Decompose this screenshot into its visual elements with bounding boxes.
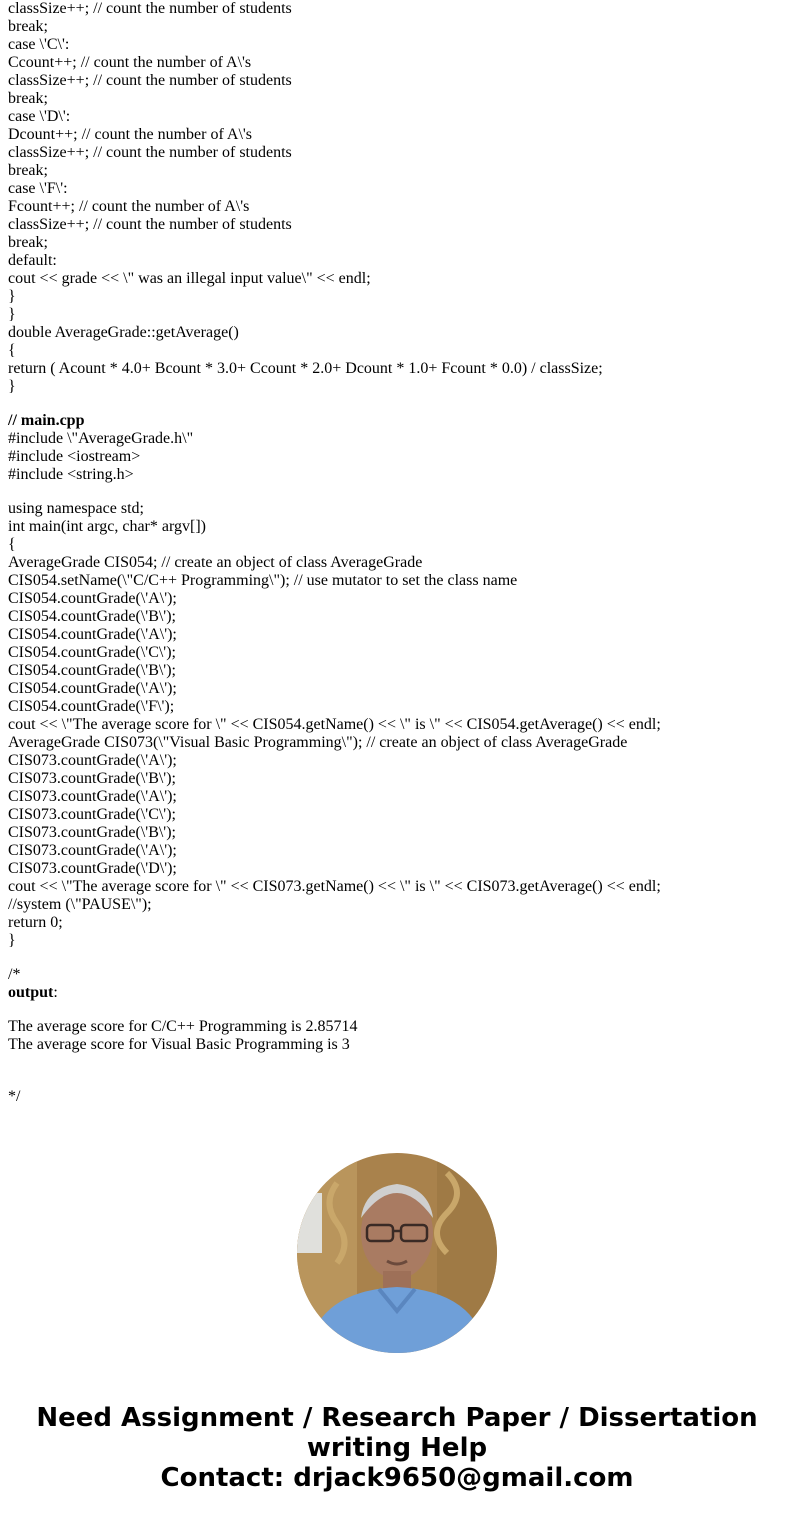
code-block-switch xyxy=(8,0,788,396)
code-line: CIS054.countGrade(\'C\'); xyxy=(8,644,176,661)
code-line: CIS073.countGrade(\'A\'); xyxy=(8,842,177,859)
code-line: AverageGrade CIS073(\"Visual Basic Programming\"); // create an object of class AverageGrade xyxy=(8,734,628,751)
comment-open: /* xyxy=(8,966,21,983)
code-line: cout << \"The average score for \" << CIS073.getName() << \" is \" << CIS073.getAverage() << endl; xyxy=(8,878,661,895)
code-line: cout << grade << \" was an illegal input value\" << endl; xyxy=(8,270,371,287)
footer-contact: Contact: drjack9650@gmail.com xyxy=(160,1463,634,1493)
code-line: CIS054.setName(\"C/C++ Programming\"); // use mutator to set the class name xyxy=(8,572,518,589)
main-cpp-heading: // main.cpp xyxy=(8,412,85,429)
code-line: CIS054.countGrade(\'A\'); xyxy=(8,590,177,607)
code-line: CIS054.countGrade(\'F\'); xyxy=(8,698,175,715)
code-line: default: xyxy=(8,252,57,269)
code-line: classSize++; // count the number of students xyxy=(8,144,292,161)
code-line: AverageGrade CIS054; // create an object of class AverageGrade xyxy=(8,554,423,571)
spacer xyxy=(8,484,788,500)
code-line: CIS073.countGrade(\'A\'); xyxy=(8,752,177,769)
code-line: Ccount++; // count the number of A\'s xyxy=(8,54,252,71)
code-line: break; xyxy=(8,18,48,35)
code-line: case \'F\': xyxy=(8,180,68,197)
code-line: { xyxy=(8,536,16,553)
code-line: } xyxy=(8,288,16,305)
code-line: CIS054.countGrade(\'A\'); xyxy=(8,680,177,697)
code-line: CIS073.countGrade(\'A\'); xyxy=(8,788,177,805)
code-line: cout << \"The average score for \" << CIS054.getName() << \" is \" << CIS054.getAverage() << endl; xyxy=(8,716,661,733)
footer-line-1: Need Assignment / Research Paper / Dissertation xyxy=(36,1403,758,1433)
code-line: case \'D\': xyxy=(8,108,71,125)
spacer xyxy=(8,1002,788,1018)
output-colon: : xyxy=(53,984,58,1001)
code-line: } xyxy=(8,306,16,323)
code-line: int main(int argc, char* argv[]) xyxy=(8,518,206,535)
code-line: #include \"AverageGrade.h\" xyxy=(8,430,194,447)
code-block-includes xyxy=(8,430,788,484)
code-line: CIS054.countGrade(\'B\'); xyxy=(8,662,176,679)
code-line: } xyxy=(8,932,16,949)
code-line: classSize++; // count the number of students xyxy=(8,72,292,89)
code-line: } xyxy=(8,378,16,395)
code-line: Dcount++; // count the number of A\'s xyxy=(8,126,253,143)
code-line: double AverageGrade::getAverage() xyxy=(8,324,239,341)
spacer xyxy=(8,950,788,966)
output-label-line xyxy=(8,984,788,1002)
code-line: break; xyxy=(8,90,48,107)
code-line: CIS073.countGrade(\'D\'); xyxy=(8,860,177,877)
code-line: case \'C\': xyxy=(8,36,70,53)
promo-footer xyxy=(0,1403,794,1493)
footer-line-2: writing Help xyxy=(306,1433,488,1463)
code-line: classSize++; // count the number of students xyxy=(8,216,292,233)
output-lines xyxy=(8,1018,788,1054)
code-line: CIS054.countGrade(\'B\'); xyxy=(8,608,176,625)
code-line: using namespace std; xyxy=(8,500,144,517)
code-line: CIS073.countGrade(\'B\'); xyxy=(8,770,176,787)
code-line: CIS073.countGrade(\'B\'); xyxy=(8,824,176,841)
spacer xyxy=(8,1054,788,1088)
code-line: #include <string.h> xyxy=(8,466,134,483)
code-line: #include <iostream> xyxy=(8,448,141,465)
code-line: //system (\"PAUSE\"); xyxy=(8,896,152,913)
output-line: The average score for C/C++ Programming is 2.85714 xyxy=(8,1018,358,1035)
code-line: break; xyxy=(8,234,48,251)
spacer xyxy=(8,396,788,412)
code-block-main xyxy=(8,500,788,950)
person-portrait-icon xyxy=(297,1153,497,1353)
code-line: { xyxy=(8,342,16,359)
code-line: Fcount++; // count the number of A\'s xyxy=(8,198,250,215)
code-line: classSize++; // count the number of students xyxy=(8,0,292,17)
code-line: return 0; xyxy=(8,914,63,931)
code-line: CIS054.countGrade(\'A\'); xyxy=(8,626,177,643)
code-line: return ( Acount * 4.0+ Bcount * 3.0+ Ccount * 2.0+ Dcount * 1.0+ Fcount * 0.0) / classSize; xyxy=(8,360,603,377)
author-avatar xyxy=(297,1153,497,1353)
code-line: break; xyxy=(8,162,48,179)
code-line: CIS073.countGrade(\'C\'); xyxy=(8,806,176,823)
comment-close: */ xyxy=(8,1088,21,1105)
code-listing xyxy=(8,0,788,1106)
output-line: The average score for Visual Basic Programming is 3 xyxy=(8,1036,350,1053)
output-label: output xyxy=(8,984,54,1001)
